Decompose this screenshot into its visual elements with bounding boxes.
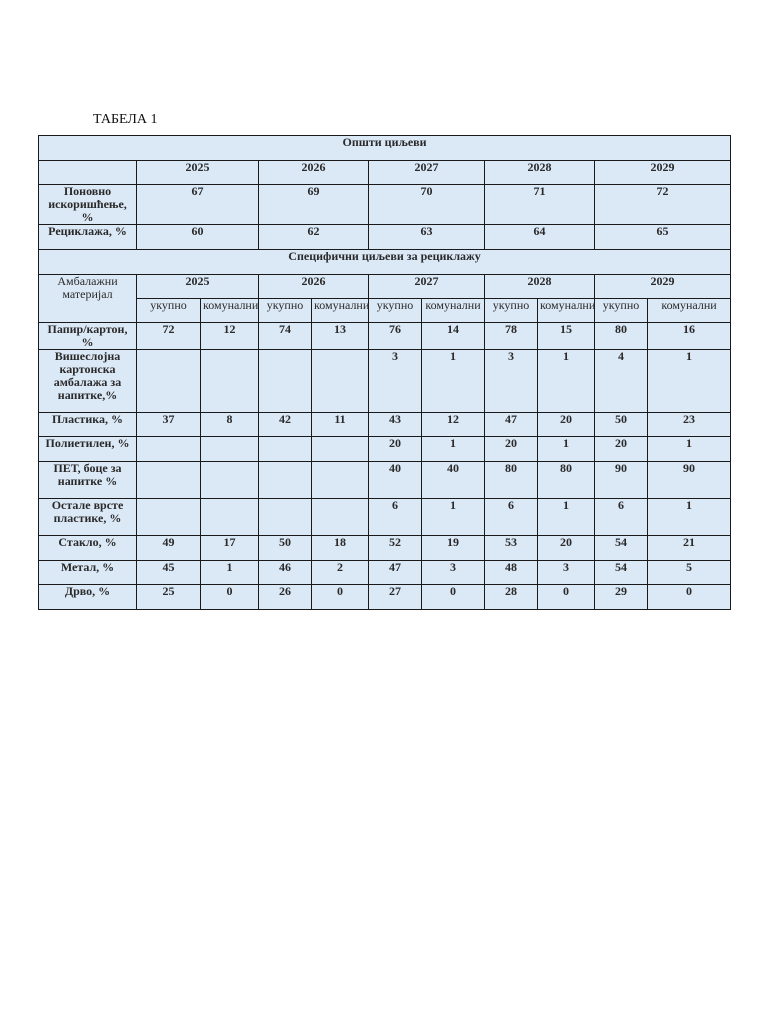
value-cell: 1 — [538, 499, 595, 536]
value-cell: 40 — [369, 462, 422, 499]
value-cell: 52 — [369, 536, 422, 561]
value-cell: 49 — [137, 536, 201, 561]
value-cell: 54 — [595, 561, 648, 585]
value-cell: 65 — [595, 225, 731, 250]
value-cell: 5 — [648, 561, 731, 585]
value-cell: 25 — [137, 585, 201, 610]
value-cell — [137, 437, 201, 462]
row-label: Вишеслојна картонска амбалажа за напитке,% — [39, 350, 137, 413]
year-header: 2029 — [595, 275, 731, 299]
value-cell: 3 — [485, 350, 538, 413]
value-cell: 3 — [422, 561, 485, 585]
general-goals-title: Општи циљеви — [39, 136, 731, 161]
subheader-municipal: комунални — [422, 299, 485, 323]
value-cell: 37 — [137, 413, 201, 437]
table-caption: ТАБЕЛА 1 — [93, 112, 158, 127]
value-cell — [259, 437, 312, 462]
value-cell: 47 — [369, 561, 422, 585]
value-cell: 6 — [369, 499, 422, 536]
value-cell: 0 — [538, 585, 595, 610]
value-cell: 14 — [422, 323, 485, 350]
value-cell — [201, 350, 259, 413]
value-cell: 46 — [259, 561, 312, 585]
table-row — [39, 585, 731, 610]
value-cell: 1 — [538, 350, 595, 413]
subheader-municipal: комунални — [312, 299, 369, 323]
subheader-total: укупно — [369, 299, 422, 323]
material-header: Амбалажни материјал — [39, 275, 137, 323]
value-cell: 54 — [595, 536, 648, 561]
value-cell: 80 — [538, 462, 595, 499]
value-cell: 20 — [538, 413, 595, 437]
value-cell: 43 — [369, 413, 422, 437]
subheader-total: укупно — [485, 299, 538, 323]
value-cell: 53 — [485, 536, 538, 561]
value-cell: 50 — [595, 413, 648, 437]
value-cell: 42 — [259, 413, 312, 437]
value-cell: 78 — [485, 323, 538, 350]
value-cell: 0 — [312, 585, 369, 610]
specific-years-row — [39, 275, 731, 299]
value-cell: 17 — [201, 536, 259, 561]
value-cell: 3 — [538, 561, 595, 585]
row-label: Папир/картон, % — [39, 323, 137, 350]
value-cell: 20 — [595, 437, 648, 462]
value-cell: 2 — [312, 561, 369, 585]
value-cell: 20 — [485, 437, 538, 462]
value-cell: 12 — [422, 413, 485, 437]
value-cell: 15 — [538, 323, 595, 350]
value-cell: 72 — [595, 185, 731, 225]
value-cell — [201, 462, 259, 499]
year-header: 2029 — [595, 161, 731, 185]
subheader-total: укупно — [137, 299, 201, 323]
value-cell: 70 — [369, 185, 485, 225]
row-label: Стакло, % — [39, 536, 137, 561]
value-cell: 74 — [259, 323, 312, 350]
value-cell: 69 — [259, 185, 369, 225]
value-cell — [137, 499, 201, 536]
subheader-municipal: комунални — [648, 299, 731, 323]
value-cell: 48 — [485, 561, 538, 585]
year-header: 2027 — [369, 161, 485, 185]
value-cell — [312, 462, 369, 499]
table-row — [39, 350, 731, 413]
general-years-row — [39, 161, 731, 185]
value-cell: 3 — [369, 350, 422, 413]
value-cell: 47 — [485, 413, 538, 437]
value-cell — [312, 499, 369, 536]
row-label: Поновно искоришћење, % — [39, 185, 137, 225]
specific-title-row — [39, 250, 731, 275]
value-cell: 20 — [369, 437, 422, 462]
value-cell: 6 — [595, 499, 648, 536]
value-cell: 0 — [648, 585, 731, 610]
subheader-total: укупно — [259, 299, 312, 323]
value-cell: 80 — [595, 323, 648, 350]
value-cell: 28 — [485, 585, 538, 610]
value-cell: 29 — [595, 585, 648, 610]
value-cell: 18 — [312, 536, 369, 561]
value-cell: 20 — [538, 536, 595, 561]
specific-subheader-row — [39, 299, 731, 323]
value-cell: 6 — [485, 499, 538, 536]
value-cell: 26 — [259, 585, 312, 610]
value-cell: 1 — [422, 499, 485, 536]
value-cell: 63 — [369, 225, 485, 250]
year-header: 2027 — [369, 275, 485, 299]
recycling-goals-table — [38, 135, 731, 610]
row-label: Полиетилен, % — [39, 437, 137, 462]
year-header: 2026 — [259, 161, 369, 185]
year-header: 2028 — [485, 275, 595, 299]
value-cell: 64 — [485, 225, 595, 250]
subheader-municipal: комунални — [538, 299, 595, 323]
table-row — [39, 413, 731, 437]
value-cell: 80 — [485, 462, 538, 499]
row-label: Остале врсте пластике, % — [39, 499, 137, 536]
general-title-row — [39, 136, 731, 161]
value-cell: 19 — [422, 536, 485, 561]
value-cell: 1 — [422, 350, 485, 413]
year-header: 2025 — [137, 161, 259, 185]
value-cell: 0 — [422, 585, 485, 610]
value-cell: 4 — [595, 350, 648, 413]
value-cell — [201, 499, 259, 536]
table-row — [39, 323, 731, 350]
value-cell: 1 — [648, 437, 731, 462]
value-cell: 76 — [369, 323, 422, 350]
value-cell: 8 — [201, 413, 259, 437]
value-cell: 13 — [312, 323, 369, 350]
value-cell — [137, 350, 201, 413]
value-cell: 45 — [137, 561, 201, 585]
value-cell — [201, 437, 259, 462]
table-row — [39, 437, 731, 462]
table-row — [39, 462, 731, 499]
value-cell: 11 — [312, 413, 369, 437]
table-row — [39, 536, 731, 561]
table-row — [39, 225, 731, 250]
value-cell: 90 — [595, 462, 648, 499]
value-cell: 1 — [422, 437, 485, 462]
year-header: 2028 — [485, 161, 595, 185]
value-cell — [259, 462, 312, 499]
subheader-total: укупно — [595, 299, 648, 323]
value-cell: 1 — [201, 561, 259, 585]
value-cell: 62 — [259, 225, 369, 250]
value-cell — [312, 437, 369, 462]
table-row — [39, 499, 731, 536]
value-cell — [137, 462, 201, 499]
value-cell: 40 — [422, 462, 485, 499]
value-cell — [259, 499, 312, 536]
value-cell: 71 — [485, 185, 595, 225]
value-cell: 1 — [538, 437, 595, 462]
value-cell: 72 — [137, 323, 201, 350]
value-cell — [259, 350, 312, 413]
row-label: Метал, % — [39, 561, 137, 585]
year-header: 2026 — [259, 275, 369, 299]
value-cell: 12 — [201, 323, 259, 350]
table-row — [39, 185, 731, 225]
value-cell: 23 — [648, 413, 731, 437]
empty-header-cell — [39, 161, 137, 185]
row-label: Рециклажа, % — [39, 225, 137, 250]
value-cell: 21 — [648, 536, 731, 561]
table-row — [39, 561, 731, 585]
value-cell: 67 — [137, 185, 259, 225]
value-cell: 1 — [648, 499, 731, 536]
row-label: ПЕТ, боце за напитке % — [39, 462, 137, 499]
value-cell: 27 — [369, 585, 422, 610]
value-cell: 60 — [137, 225, 259, 250]
specific-goals-title: Специфични циљеви за рециклажу — [39, 250, 731, 275]
value-cell: 1 — [648, 350, 731, 413]
value-cell — [312, 350, 369, 413]
row-label: Пластика, % — [39, 413, 137, 437]
value-cell: 90 — [648, 462, 731, 499]
value-cell: 16 — [648, 323, 731, 350]
row-label: Дрво, % — [39, 585, 137, 610]
value-cell: 50 — [259, 536, 312, 561]
year-header: 2025 — [137, 275, 259, 299]
value-cell: 0 — [201, 585, 259, 610]
subheader-municipal: комунални — [201, 299, 259, 323]
